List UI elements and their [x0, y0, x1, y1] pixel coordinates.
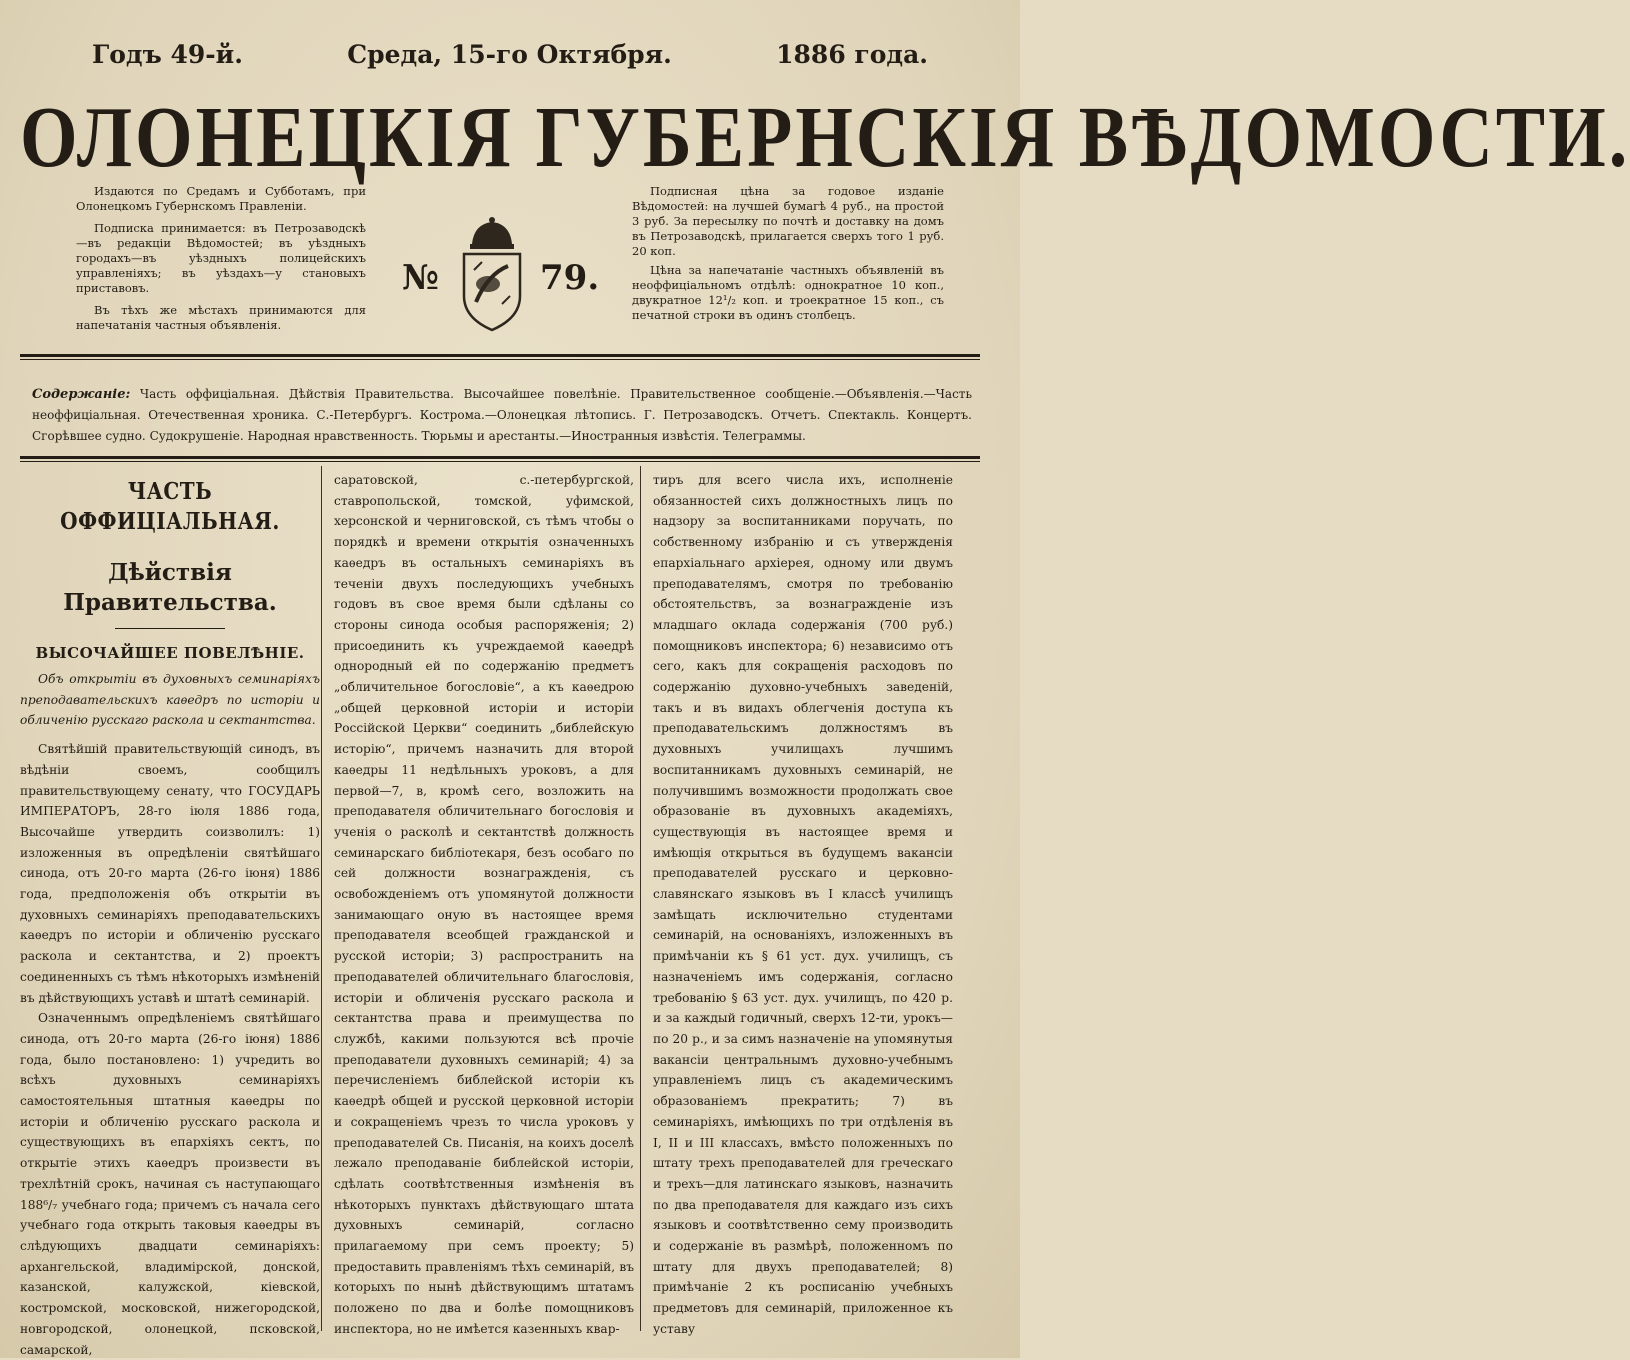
- contents-text: Часть оффиціальная. Дѣйствія Правительства. Высочайшее повелѣніе. Правительственное сообщеніе.—Объявленія.—Часть неоффиціальная. Отечественная хроника. С.-Петербургъ. Кострома.—Олонецкая лѣтопись. Г. Петрозаводскъ. Отчетъ. Спектакль. Концертъ. Сгорѣвшее судно. Судокрушеніе. Народная нравственность. Тюрьмы и арестанты.—Иностранныя извѣстія. Телеграммы.: [32, 387, 972, 443]
- column-1: [20, 470, 320, 1360]
- coat-of-arms-icon: [452, 214, 532, 334]
- issue-number: 79.: [540, 258, 600, 298]
- table-of-contents: [32, 384, 972, 447]
- issue-year: 1886 года.: [776, 40, 928, 69]
- newspaper-title: ОЛОНЕЦКІЯ ГУБЕРНСКІЯ ВѢДОМОСТИ.: [20, 89, 1630, 187]
- contents-rule: [20, 456, 980, 459]
- publication-schedule: Издаются по Средамъ и Субботамъ, при Олонецкомъ Губернскомъ Правленіи.: [76, 184, 366, 213]
- paragraph: саратовской, с.-петербургской, ставропольской, томской, уфимской, херсонской и черниговской, съ тѣмъ чтобы о порядкѣ и времени открытія означенныхъ каѳедръ въ остальныхъ семинаріяхъ въ теченіи двухъ последующихъ учебныхъ годовъ въ свое время были сдѣланы со стороны синода особыя распоряженія; 2) присоединить къ учреждаемой каѳедрѣ однородный ей по содержанію предметъ „обличительное богословіе“, а къ каѳедрою „общей церковной исторіи и исторіи Россійской Церкви“ соединить „библейскую исторію“, причемъ назначить для второй каѳедры 11 недѣльныхъ уроковъ, а для первой—7, в, кромѣ сего, возложить на преподавателя обличительнаго богословія и ученія о расколѣ и сектантствѣ должность семинарскаго библіотекаря, безъ особаго по сей должности вознагражденія, съ освобожденіемъ отъ упомянутой должности занимающаго оную въ настоящее время преподавателя всеобщей гражданской и русской исторіи; 3) распространить на преподавателей обличительнаго благословія, исторіи и обличенія русскаго раскола и сектантства права и преимущества по службѣ, какими пользуются всѣ прочіе преподаватели духовныхъ семинарій; 4) за перечисленіемъ библейской исторіи къ каѳедрѣ общей и русской церковной исторіи и сокращеніемъ чрезъ то числа уроковъ у преподавателей Св. Писанія, на коихъ доселѣ лежало преподаваніе библейской исторіи, сдѣлать соотвѣтственныя измѣненія въ нѣкоторыхъ пунктахъ дѣйствующаго штата духовныхъ семинарій, согласно прилагаемому при семъ проекту; 5) предоставить правленіямъ тѣхъ семинарій, въ которыхъ по нынѣ дѣйствующимъ штатамъ положено по два и болѣе помощниковъ инспектора, но не имѣется казенныхъ квар-: [334, 473, 634, 1336]
- advertisement-price: Цѣна за напечатаніе частныхъ объявленій въ неоффиціальномъ отдѣлѣ: однократное 10 коп., двукратное 12¹/₂ коп. и троекратное 15 коп., съ печатной строки въ одинъ столбецъ.: [632, 263, 944, 322]
- paragraph: Святѣйшій правительствующій синодъ, въ вѣдѣніи своемъ, сообщилъ правительствующему сенату, что ГОСУДАРЬ ИМПЕРАТОРЪ, 28-го іюля 1886 года, Высочайше утвердить соизволилъ: 1) изложенныя въ опредѣленіи святѣйшаго синода, отъ 20-го марта (26-го іюня) 1886 года, предположенія объ открытіи въ духовныхъ семинаріяхъ преподавательскихъ каѳедръ по исторіи и обличенію русскаго раскола и сектантства, и 2) проектъ соединенныхъ съ тѣмъ нѣкоторыхъ измѣненій въ дѣйствующихъ уставѣ и штатѣ семинарій.: [20, 742, 320, 1005]
- paragraph: Означеннымъ опредѣленіемъ святѣйшаго синода, отъ 20-го марта (26-го іюня) 1886 года, было постановлено: 1) учредить во всѣхъ духовныхъ семинаріяхъ самостоятельныя штатныя каѳедры по исторіи и обличенію русскаго раскола и существующихъ въ епархіяхъ сектъ, по открытіе этихъ каѳедръ произвести въ трехлѣтній срокъ, начиная съ наступающаго 188⁶/₇ учебнаго года; причемъ съ начала сего учебнаго года открыть таковыя каѳедры въ слѣдующихъ двадцати семинаріяхъ: архангельской, владимірской, донской, казанской, калужской, кіевской, костромской, московской, нижегородской, новгородской, олонецкой, псковской, самарской,: [20, 1011, 320, 1357]
- subscription-info: Подписка принимается: въ Петрозаводскѣ —въ редакціи Вѣдомостей; въ уѣздныхъ городахъ—въ уѣздныхъ полицейскихъ управленіяхъ; въ уѣздахъ—у становыхъ приставовъ.: [76, 221, 366, 295]
- issue-date: Среда, 15-го Октября.: [347, 40, 672, 69]
- contents-rule-thin: [20, 461, 980, 462]
- year-of-issue: Годъ 49-й.: [92, 40, 243, 69]
- publication-info: [76, 184, 366, 340]
- government-actions-title: Дѣйствія Правительства.: [63, 559, 277, 616]
- dateline: [92, 40, 928, 76]
- column-2: [334, 470, 634, 1340]
- decree-subtitle: Объ открытіи въ духовныхъ семинаріяхъ преподавательскихъ каѳедръ по исторіи и обличенію русскаго раскола и сектантства.: [20, 672, 320, 728]
- header-rule: [20, 354, 980, 357]
- contents-label: Содержаніе:: [32, 387, 131, 402]
- pricing-info: [632, 184, 944, 327]
- divider: [115, 628, 225, 629]
- decree-title: ВЫСОЧАЙШЕЕ ПОВЕЛѢНІЕ.: [35, 644, 305, 662]
- number-sign: №: [402, 258, 439, 298]
- issue-number-block: [372, 214, 642, 339]
- column-divider: [321, 466, 322, 1331]
- header-rule-thin: [20, 359, 980, 360]
- section-title: ЧАСТЬ ОФФИЦІАЛЬНАЯ.: [60, 477, 280, 535]
- advertisement-info: Въ тѣхъ же мѣстахъ принимаются для напечатанія частныя объявленія.: [76, 303, 366, 332]
- column-3: [653, 470, 953, 1340]
- column-divider: [640, 466, 641, 1331]
- paragraph: тиръ для всего числа ихъ, исполненіе обязанностей сихъ должностныхъ лицъ по надзору за воспитанниками поручать, по собственному избранію и съ утвержденія епархіальнаго архіерея, одному или двумъ преподавателямъ, смотря по требованію обстоятельствъ, за вознагражденіе изъ младшаго оклада содержанія (700 руб.) помощниковъ инспектора; 6) независимо отъ сего, какъ для сокращенія расходовъ по содержанію духовно-учебныхъ заведеній, такъ и въ видахъ облегченія доступа къ преподавательскимъ должностямъ въ духовныхъ училищахъ лучшимъ воспитанникамъ духовныхъ семинарій, не получившимъ возможности продолжать свое образованіе въ духовныхъ академіяхъ, существующія въ настоящее время и имѣющія открыться въ будущемъ вакансіи преподавателей русскаго и церковно-славянскаго языковъ въ I классѣ училищъ замѣщать исключительно студентами семинарій, на основаніяхъ, изложенныхъ въ примѣчаніи къ § 61 уст. дух. училищъ, съ назначеніемъ имъ содержанія, согласно требованію § 63 уст. дух. училищъ, по 420 р. и за каждый годичный, сверхъ 12-ти, урокъ—по 20 р., и за симъ назначеніе на упомянутыя вакансіи центральнымъ духовно-учебнымъ управленіемъ лицъ съ академическимъ образованіемъ прекратить; 7) въ семинаріяхъ, имѣющихъ по три отдѣленія въ I, II и III классахъ, вмѣсто положенныхъ по штату трехъ преподавателей для греческаго и трехъ—для латинскаго языковъ, назначить по два преподавателя для каждаго изъ сихъ языковъ и соотвѣтственно сему производить и содержаніе въ размѣрѣ, положенномъ по штату для двухъ преподавателей; 8) примѣчаніе 2 къ росписанію учебныхъ предметовъ для семинарій, приложенное къ уставу: [653, 473, 953, 1336]
- subscription-price: Подписная цѣна за годовое изданіе Вѣдомостей: на лучшей бумагѣ 4 руб., на простой 3 руб. За пересылку по почтѣ и доставку на домъ въ Петрозаводскѣ, прилагается сверхъ того 1 руб. 20 коп.: [632, 184, 944, 258]
